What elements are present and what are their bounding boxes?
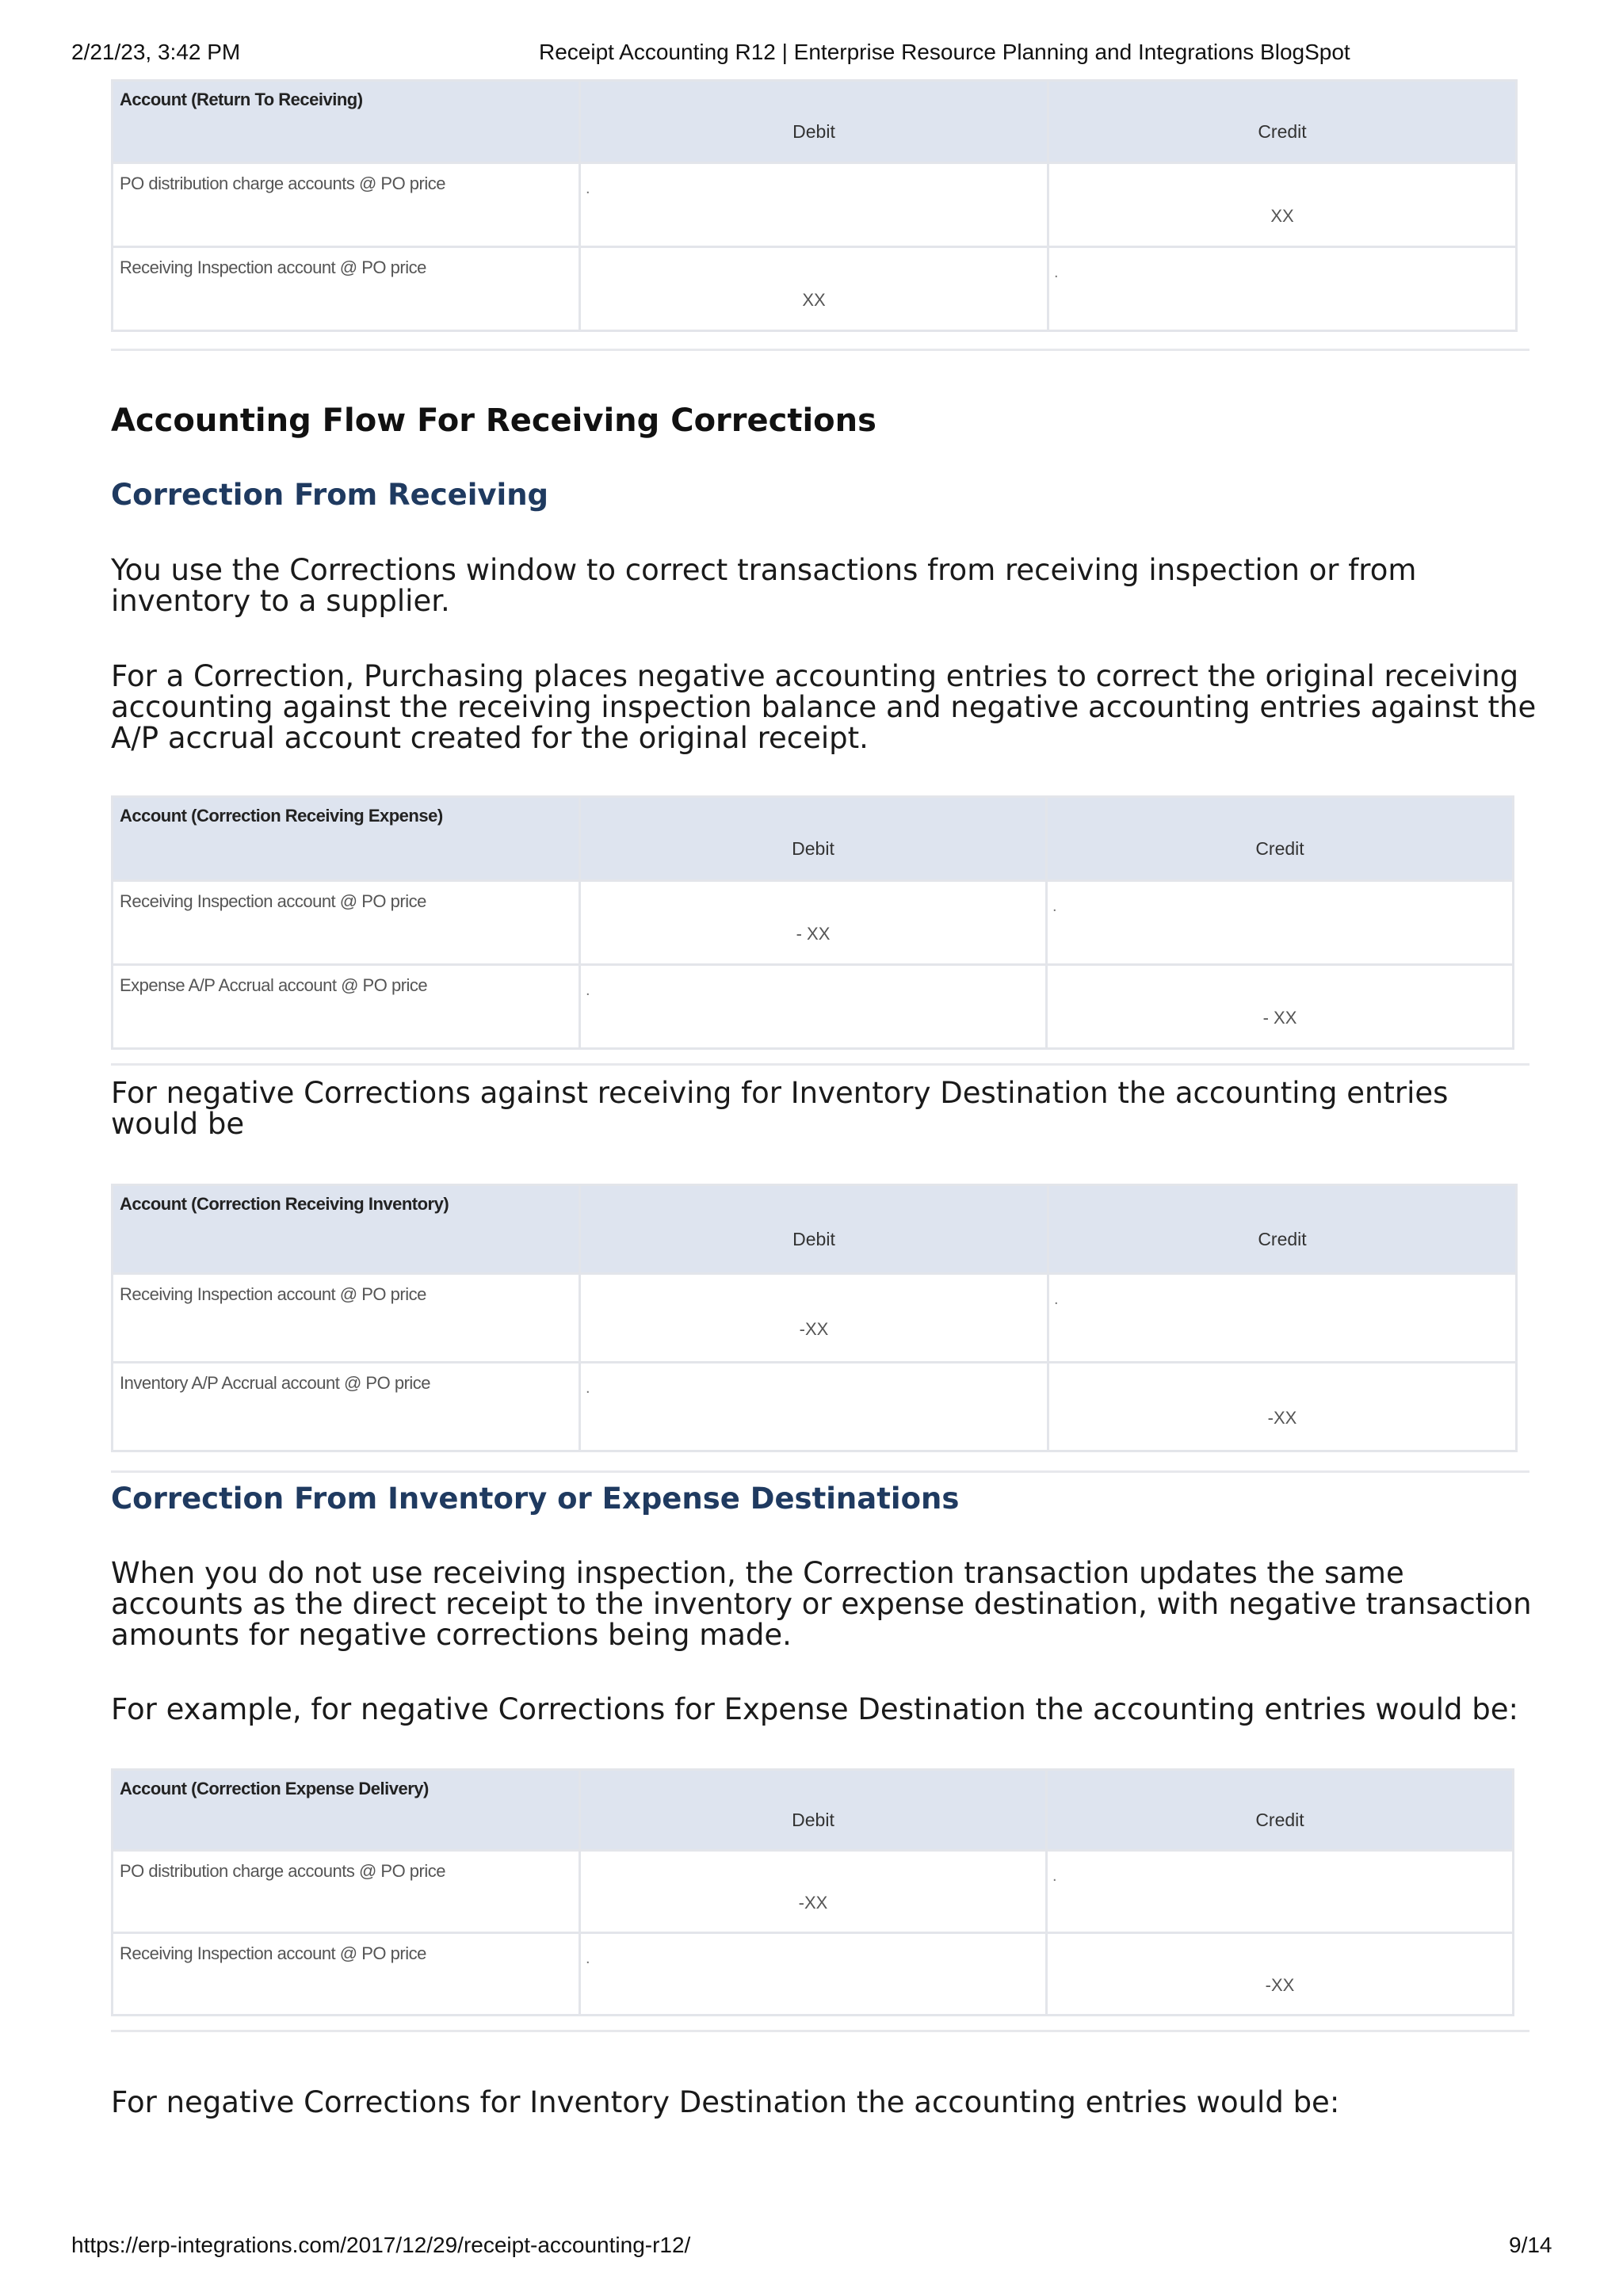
- account-cell: PO distribution charge accounts @ PO price: [113, 1851, 580, 1933]
- page-number: 9/14: [1509, 2233, 1552, 2257]
- account-cell: Receiving Inspection account @ PO price: [113, 1933, 580, 2016]
- table-header-debit: Debit: [580, 1185, 1048, 1274]
- debit-cell: [580, 965, 1047, 1049]
- dot-mark: .: [1052, 1867, 1057, 1885]
- section-heading: Accounting Flow For Receiving Corrections: [111, 402, 876, 439]
- debit-cell: -XX: [580, 1274, 1048, 1363]
- debit-cell: - XX: [580, 881, 1047, 965]
- debit-cell: [580, 163, 1048, 247]
- credit-cell: [1047, 881, 1514, 965]
- table-header-credit: Credit: [1047, 797, 1514, 881]
- dot-mark: .: [586, 982, 590, 999]
- account-cell: Expense A/P Accrual account @ PO price: [113, 965, 580, 1049]
- dot-mark: .: [1054, 264, 1059, 281]
- credit-cell: -XX: [1048, 1363, 1517, 1451]
- debit-cell: [580, 1933, 1047, 2016]
- table-header-credit: Credit: [1047, 1770, 1514, 1851]
- paragraph: You use the Corrections window to correct transactions from receiving inspection or from inventory to a supplier.: [111, 553, 1417, 618]
- debit-cell: -XX: [580, 1851, 1047, 1933]
- dot-mark: .: [1052, 898, 1057, 915]
- credit-cell: -XX: [1047, 1933, 1514, 2016]
- table-row: [113, 1363, 1517, 1451]
- dot-mark: .: [1054, 1291, 1059, 1308]
- dot-mark: .: [586, 1950, 590, 1967]
- table-header-credit: Credit: [1048, 1185, 1517, 1274]
- table-row: [113, 163, 1517, 247]
- divider: [111, 349, 1529, 351]
- subheading-correction-from-receiving: Correction From Receiving: [111, 478, 549, 512]
- table-header-debit: Debit: [580, 1770, 1047, 1851]
- divider: [111, 1470, 1529, 1473]
- print-url: https://erp-integrations.com/2017/12/29/receipt-accounting-r12/: [71, 2233, 691, 2257]
- table-row: [113, 1933, 1514, 2016]
- credit-cell: [1048, 247, 1517, 331]
- divider: [111, 1063, 1529, 1066]
- table-header-account: Account (Return To Receiving): [113, 81, 580, 163]
- table-header-account: Account (Correction Receiving Inventory): [113, 1185, 580, 1274]
- account-cell: Inventory A/P Accrual account @ PO price: [113, 1363, 580, 1451]
- table-header-debit: Debit: [580, 81, 1048, 163]
- table-row: [113, 881, 1514, 965]
- divider: [111, 2030, 1529, 2032]
- account-cell: Receiving Inspection account @ PO price: [113, 1274, 580, 1363]
- table-row: [113, 247, 1517, 331]
- paragraph: For a Correction, Purchasing places negative accounting entries to correct the original receiving accounting against the receiving inspection balance and negative accounting entries against the A/P accrual account created for the original receipt.: [111, 659, 1537, 755]
- dot-mark: .: [586, 180, 590, 197]
- table-return-to-receiving: [111, 79, 1515, 332]
- debit-cell: [580, 1363, 1048, 1451]
- table-row: [113, 1274, 1517, 1363]
- account-cell: PO distribution charge accounts @ PO price: [113, 163, 580, 247]
- paragraph: For negative Corrections against receiving for Inventory Destination the accounting entries would be: [111, 1076, 1449, 1141]
- credit-cell: XX: [1048, 163, 1517, 247]
- paragraph: For example, for negative Corrections for Expense Destination the accounting entries would be:: [111, 1692, 1518, 1726]
- subheading-correction-from-destinations: Correction From Inventory or Expense Destinations: [111, 1482, 960, 1516]
- print-page-title: Receipt Accounting R12 | Enterprise Resource Planning and Integrations BlogSpot: [539, 40, 1350, 64]
- table-header-account: Account (Correction Receiving Expense): [113, 797, 580, 881]
- table-correction-receiving-expense: [111, 795, 1512, 1050]
- paragraph: For negative Corrections for Inventory Destination the accounting entries would be:: [111, 2085, 1340, 2119]
- table-row: [113, 1851, 1514, 1933]
- table-header-account: Account (Correction Expense Delivery): [113, 1770, 580, 1851]
- paragraph: When you do not use receiving inspection, the Correction transaction updates the same accounts as the direct receipt to the inventory or expense destination, with negative transaction amounts for negative corrections being made.: [111, 1556, 1532, 1652]
- credit-cell: - XX: [1047, 965, 1514, 1049]
- account-cell: Receiving Inspection account @ PO price: [113, 247, 580, 331]
- table-correction-receiving-inventory: [111, 1184, 1515, 1452]
- credit-cell: [1048, 1274, 1517, 1363]
- dot-mark: .: [586, 1379, 590, 1397]
- table-correction-expense-delivery: [111, 1768, 1512, 2016]
- table-header-credit: Credit: [1048, 81, 1517, 163]
- table-header-debit: Debit: [580, 797, 1047, 881]
- credit-cell: [1047, 1851, 1514, 1933]
- debit-cell: XX: [580, 247, 1048, 331]
- table-row: [113, 965, 1514, 1049]
- print-datetime: 2/21/23, 3:42 PM: [71, 40, 241, 64]
- account-cell: Receiving Inspection account @ PO price: [113, 881, 580, 965]
